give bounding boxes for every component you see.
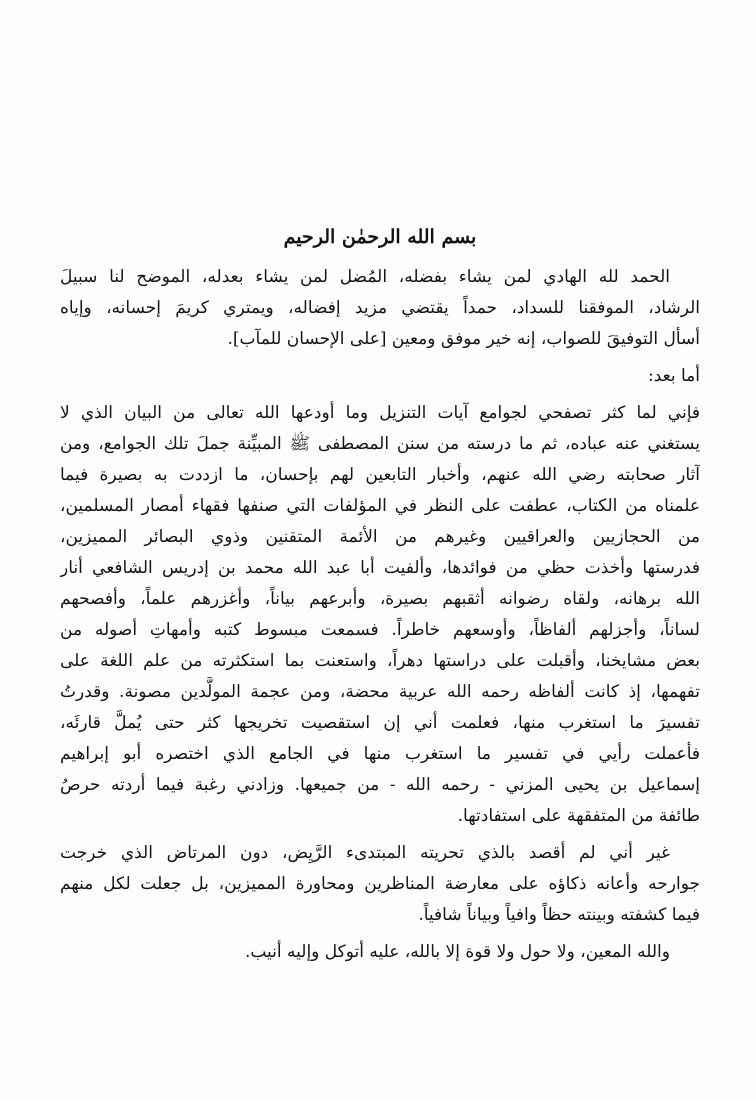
paragraph-main <box>60 398 700 832</box>
paragraph-praise <box>60 262 700 355</box>
text-line: الله برهانه، ولقاه رضوانه أثقبهم بصيرة، وأبرعهم بياناً، وأغزرهم علماً، وأفصحهم <box>60 589 700 609</box>
text-line: الرشاد، الموفقنا للسداد، حمداً يقتضي مزيد إفضاله، ويمتري كريمَ إحسانه، وإياه <box>60 298 700 318</box>
text-line: إسماعيل بن يحيى المزني - رحمه الله - من جميعها. وزادني رغبة فيما أردته حرصُ <box>60 775 700 795</box>
basmala-heading: بسم الله الرحمٰن الرحيم <box>283 226 477 248</box>
text-line: تفسيرَ ما استغرب منها، فعلمت أني إن استقصيت تخريجها كثر حتى يُملَّ قارئَه، <box>60 713 700 733</box>
text-line: يستغني عنه عباده، ثم ما درسته من سنن المصطفى ﷺ المبيِّنة جملَ تلك الجوامع، ومن <box>60 434 700 454</box>
text-line: غير أني لم أقصد بالذي تحريته المبتدىء الرَّيِض، دون المرتاض الذي خرجت <box>60 843 670 863</box>
paragraph-amma-baad <box>60 361 700 392</box>
paragraph-intent <box>60 838 700 931</box>
text-line: أسأل التوفيقَ للصواب، إنه خير موفق ومعين [على الإحسان للمآب]. <box>227 329 700 349</box>
paragraph-closing <box>60 937 700 968</box>
text-line: لساناً، وأجزلهم ألفاظاً، وأوسعهم خاطراً. فسمعت مبسوط كتبه وأمهاتِ أصوله من <box>60 620 700 640</box>
text-line: فيما كشفته وبينته حظاً وافياً وبياناً شافياً. <box>418 905 700 925</box>
text-line: طائفة من المتفقهة على استفادتها. <box>457 806 700 826</box>
text-line: تفهمها، إذ كانت ألفاظه رحمه الله عربية محضة، ومن عجمة المولَّدين مصونة. وقدرتُ <box>60 682 700 702</box>
text-line: فأعملت رأيي في تفسير ما استغرب منها في الجامع الذي اختصره أبو إبراهيم <box>60 744 700 764</box>
text-line: جوارحه وأعانه ذكاؤه على معارضة المناظرين ومحاورة المميزين، بل جعلت لكل منهم <box>60 874 700 894</box>
text-line: فإني لما كثر تصفحي لجوامع آيات التنزيل وما أودعها الله تعالى من البيان الذي لا <box>60 403 700 423</box>
text-line: علمناه من الكتاب، عطفت على النظر في المؤلفات التي صنفها فقهاء أمصار المسلمين، <box>60 496 700 516</box>
text-line: بعض مشايخنا، وأقبلت على دراستها دهراً، واستعنت بما استكثرته من علم اللغة على <box>60 651 700 671</box>
text-line: والله المعين، ولا حول ولا قوة إلا بالله، عليه أتوكل وإليه أنيب. <box>244 942 670 962</box>
document-body <box>60 222 700 974</box>
text-line: الحمد لله الهادي لمن يشاء بفضله، المُضل لمن يشاء بعدله، الموضح لنا سبيلَ <box>60 267 670 287</box>
text-line: من الحجازيين والعراقيين وغيرهم من الأئمة المتقنين وذوي البصائر المميزين، <box>60 527 700 547</box>
text-line: آثار صحابته رضي الله عنهم، وأخبار التابعين لهم بإحسان، ما ازددت به بصيرة فيما <box>60 465 700 485</box>
text-line: فدرستها وأخذت حظي من فوائدها، وألفيت أبا عبد الله محمد بن إدريس الشافعي أنار <box>60 558 700 578</box>
text-line: أما بعد: <box>648 366 700 386</box>
